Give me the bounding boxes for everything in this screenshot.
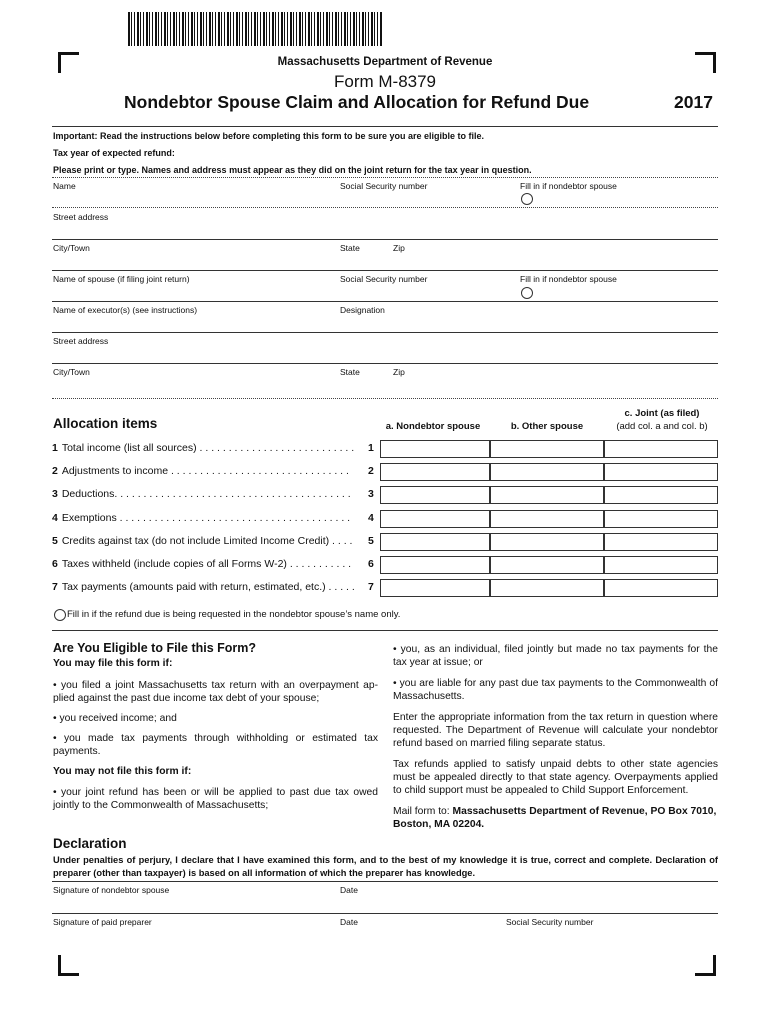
may-file-heading: You may file this form if: [53,658,173,669]
row-5-number: 5 [52,535,58,547]
row-4-col-c-input[interactable] [604,510,718,528]
col-c-header: c. Joint (as filed) [624,408,700,419]
may-not-file-heading: You may not file this form if: [53,766,192,777]
row-1-col-b-input[interactable] [490,440,604,458]
nondebtor-radio-2[interactable] [521,287,533,299]
corner-mark-bottom-right [695,955,716,976]
mail-to-text [393,805,718,831]
row-2-col-c-input[interactable] [604,463,718,481]
enter-info-text: Enter the appropriate information from the tax return in question where requested. The Department of Revenue will calculate your nondebtor refund based on married filing separate status. [393,712,718,749]
allocation-row-4 [52,510,718,528]
form-number: Form M-8379 [333,72,437,91]
row-7-number: 7 [52,581,58,593]
row-5-col-c-input[interactable] [604,533,718,551]
refund-name-note: Fill in if the refund due is being requested in the nondebtor spouse’s name only. [67,609,401,620]
row-5-col-b-input[interactable] [490,533,604,551]
allocation-row-7 [52,579,718,597]
may-not-file-item-2: • you, as an individual, filed jointly but made no tax payments for the tax year at issue; or [393,644,718,668]
executor-city-field[interactable]: City/Town [53,367,90,377]
ssn-field[interactable]: Social Security number [340,181,428,191]
row-5-label: Credits against tax (do not include Limited Income Credit) . . . . [61,535,353,547]
nondebtor-fill-label-1: Fill in if nondebtor spouse [520,181,617,191]
row-7-col-a-input[interactable] [380,579,490,597]
nondebtor-signature-field[interactable]: Signature of nondebtor spouse [53,885,170,895]
row-3-col-a-input[interactable] [380,486,490,504]
spouse-ssn-field[interactable]: Social Security number [340,274,428,284]
row-4-number: 4 [52,512,58,524]
city-field[interactable]: City/Town [53,243,90,253]
row-1-number: 1 [52,442,58,454]
allocation-row-2 [52,463,718,481]
executor-name-field[interactable]: Name of executor(s) (see instructions) [53,305,198,315]
row-6-number: 6 [52,558,58,570]
print-instruction: Please print or type. Names and address must appear as they did on the joint return for the tax year in question. [53,165,532,175]
col-c-subheader: (add col. a and col. b) [616,421,708,432]
nondebtor-radio-1[interactable] [521,193,533,205]
col-a-header: a. Nondebtor spouse [385,421,481,432]
row-4-col-a-input[interactable] [380,510,490,528]
col-b-header: b. Other spouse [510,421,584,432]
row-6-col-c-input[interactable] [604,556,718,574]
row-6-line: 6 [368,558,374,570]
allocation-row-1 [52,440,718,458]
rule-6 [52,363,718,364]
row-7-label: Tax payments (amounts paid with return, estimated, etc.) . . . . . [61,581,355,593]
row-2-line: 2 [368,465,374,477]
row-1-col-a-input[interactable] [380,440,490,458]
row-3-line: 3 [368,488,374,500]
allocation-row-5 [52,533,718,551]
mail-address: Massachusetts Department of Revenue, PO Box 7010, Boston, MA 02204. [393,806,717,830]
row-3-number: 3 [52,488,58,500]
intro-rule [52,177,718,178]
spouse-name-field[interactable]: Name of spouse (if filing joint return) [53,274,190,284]
may-not-file-item-1: • your joint refund has been or will be applied to past due tax owed jointly to the Commonwealth of Massachusetts; [53,787,378,811]
row-6-col-b-input[interactable] [490,556,604,574]
refund-name-radio[interactable] [54,609,66,621]
date-field-1[interactable]: Date [340,885,358,895]
rule-10 [52,913,718,914]
row-6-col-a-input[interactable] [380,556,490,574]
declaration-text: Under penalties of perjury, I declare that I have examined this form, and to the best of my knowledge it is true, correct and complete. Declaration of preparer (other than taxpayer) is based on all information of which the preparer has knowledge. [53,855,718,878]
row-1-line: 1 [368,442,374,454]
zip-field[interactable]: Zip [393,243,405,253]
rule-7 [52,398,718,399]
corner-mark-bottom-left [58,955,79,976]
row-3-col-c-input[interactable] [604,486,718,504]
executor-state-field[interactable]: State [340,367,360,377]
preparer-ssn-field[interactable]: Social Security number [506,917,594,927]
name-field[interactable]: Name [53,181,76,191]
allocation-row-6 [52,556,718,574]
rule-9 [52,881,718,882]
mail-to-prefix: Mail form to: [393,806,453,817]
row-3-label: Deductions. . . . . . . . . . . . . . . . . . . . . . . . . . . . . . . . . . . . . . . . . [61,488,351,500]
date-field-2[interactable]: Date [340,917,358,927]
designation-field[interactable]: Designation [340,305,385,315]
declaration-title: Declaration [53,836,127,851]
executor-street-field[interactable]: Street address [53,336,109,346]
important-note: Important: Read the instructions below before completing this form to be sure you are eligible to file. [53,131,485,141]
may-not-file-item-3: • you are liable for any past due tax payments to the Commonwealth of Massachusetts. [393,678,718,702]
rule-3 [52,270,718,271]
row-7-col-b-input[interactable] [490,579,604,597]
form-title: Nondebtor Spouse Claim and Allocation for Refund Due [124,92,590,112]
row-7-col-c-input[interactable] [604,579,718,597]
allocation-title: Allocation items [53,416,158,431]
department-name: Massachusetts Department of Revenue [277,56,493,68]
allocation-row-3 [52,486,718,504]
rule-2 [52,239,718,240]
street-address-field[interactable]: Street address [53,212,109,222]
refunds-appeal-text: Tax refunds applied to satisfy unpaid debts to other state agencies must be appealed directly to that state agency. Overpayments applied to child support must be appealed to Child Support Enforcement. [393,759,718,796]
row-2-col-b-input[interactable] [490,463,604,481]
row-3-col-b-input[interactable] [490,486,604,504]
rule-4 [52,301,718,302]
header-rule [52,126,718,127]
row-4-line: 4 [368,512,374,524]
row-2-label: Adjustments to income . . . . . . . . . . . . . . . . . . . . . . . . . . . . . . . [61,465,349,477]
row-2-number: 2 [52,465,58,477]
row-2-col-a-input[interactable] [380,463,490,481]
row-5-line: 5 [368,535,374,547]
row-5-col-a-input[interactable] [380,533,490,551]
executor-zip-field[interactable]: Zip [393,367,405,377]
barcode [128,12,382,46]
row-7-line: 7 [368,581,374,593]
may-file-item-1: • you filed a joint Massachusetts tax return with an overpayment applied against the past due income tax debt of your spouse; [53,680,378,704]
nondebtor-fill-label-2: Fill in if nondebtor spouse [520,274,617,284]
state-field[interactable]: State [340,243,360,253]
row-1-label: Total income (list all sources) . . . . . . . . . . . . . . . . . . . . . . . . . . . [61,442,355,454]
may-file-item-3: • you made tax payments through withholding or estimated tax payments. [53,733,378,757]
may-file-item-2: • you received income; and [53,713,177,724]
tax-year-label[interactable]: Tax year of expected refund: [53,148,175,158]
form-year: 2017 [674,92,713,112]
rule-1 [52,207,718,208]
row-6-label: Taxes withheld (include copies of all Forms W-2) . . . . . . . . . . . [61,558,352,570]
rule-5 [52,332,718,333]
row-1-col-c-input[interactable] [604,440,718,458]
row-4-col-b-input[interactable] [490,510,604,528]
eligibility-title: Are You Eligible to File this Form? [53,641,257,655]
preparer-signature-field[interactable]: Signature of paid preparer [53,917,152,927]
row-4-label: Exemptions . . . . . . . . . . . . . . . . . . . . . . . . . . . . . . . . . . . . . . . . [61,512,351,524]
rule-8 [52,630,718,631]
